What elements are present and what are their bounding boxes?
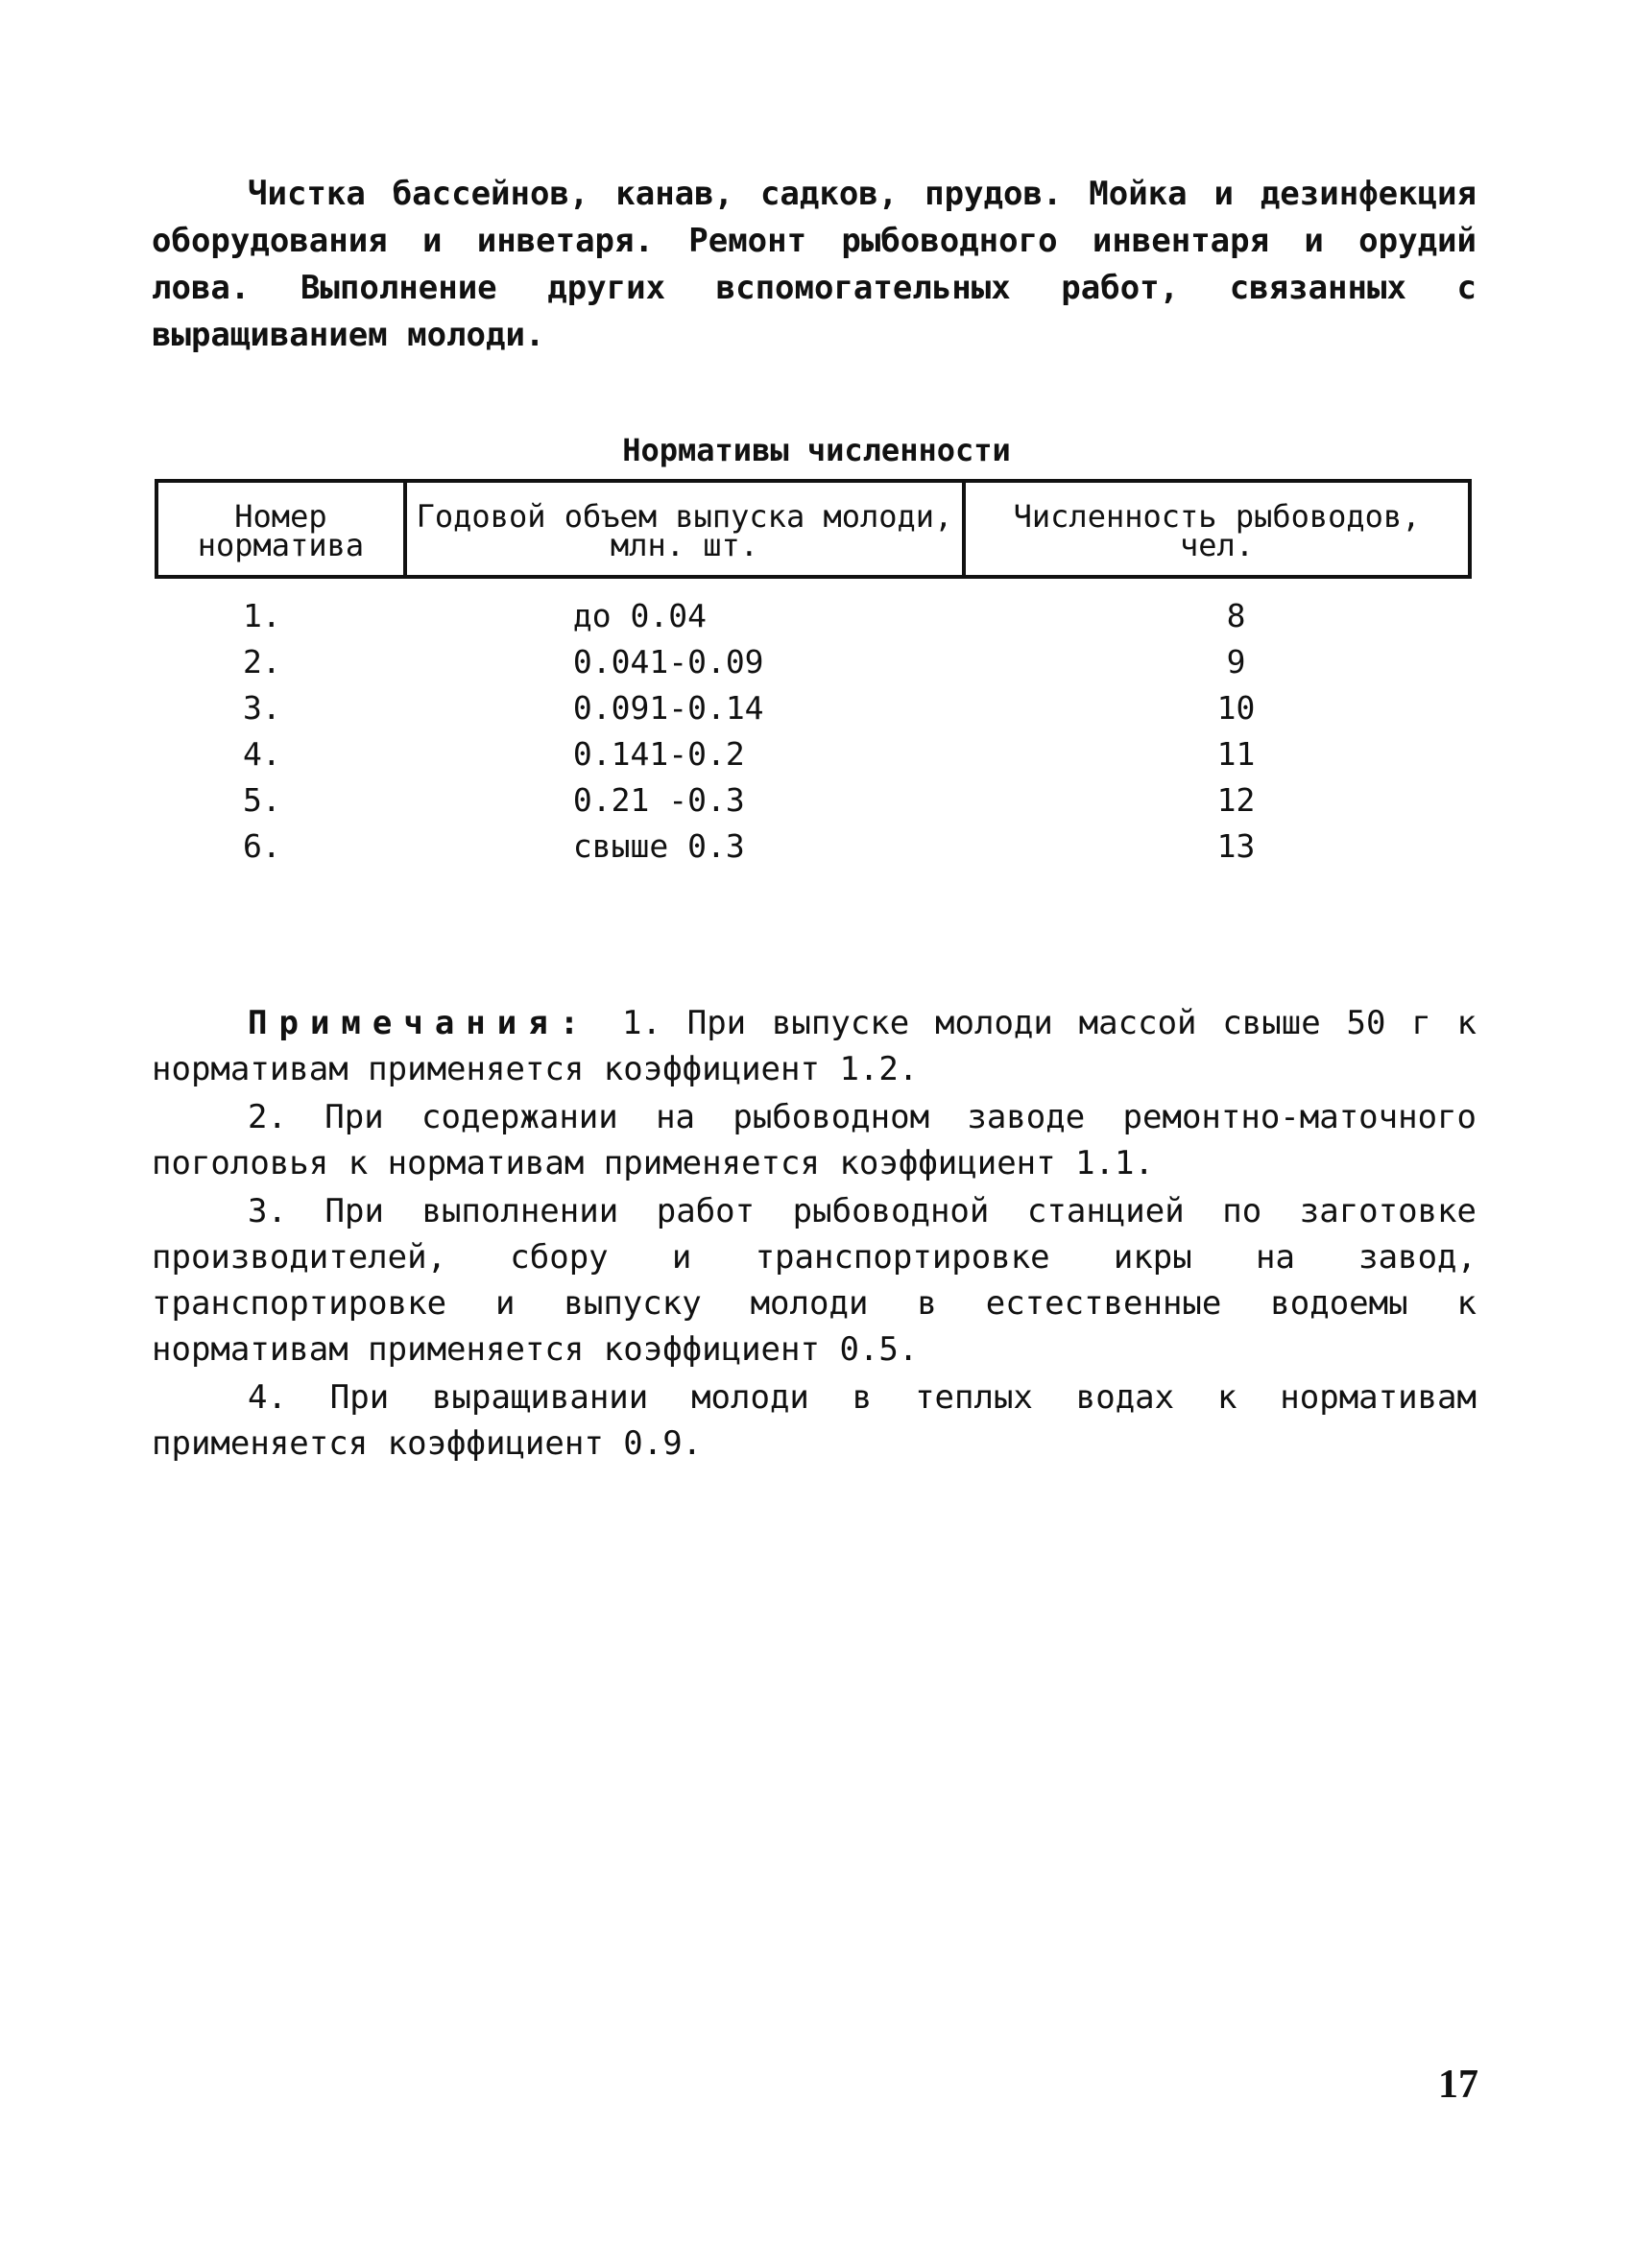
cell-volume: до 0.04 xyxy=(572,596,707,634)
table-title: Нормативы численности xyxy=(622,432,1011,468)
header-number-line1: Номер xyxy=(234,498,327,535)
note-item-3: 3. При выполнении работ рыбоводной станцией по заготовке производителей, сбору и транспортировке икры на завод, транспортировке и выпуску молоди в естественные водоемы к нормативам применяется коэффициент 0.5. xyxy=(152,1192,1477,1369)
header-volume-line2: млн. шт. xyxy=(610,527,759,563)
cell-volume: 0.041-0.09 xyxy=(572,642,764,680)
cell-volume: свыше 0.3 xyxy=(572,826,745,865)
header-staff xyxy=(964,481,1470,577)
cell-number: 3. xyxy=(243,688,281,727)
cell-volume: 0.21 -0.3 xyxy=(572,780,745,819)
cell-staff: 10 xyxy=(1216,688,1256,727)
intro-paragraph: Чистка бассейнов, канав, садков, прудов. Мойка и дезинфекция оборудования и инветаря. Ремонт рыбоводного инвентаря и орудий лова. Выполнение других вспомогательных работ, связанных с выращиванием молоди. xyxy=(152,175,1477,354)
note-item-4: 4. При выращивании молоди в теплых водах к нормативам применяется коэффициент 0.9. xyxy=(152,1378,1477,1463)
note-item-1 xyxy=(152,1000,1477,1092)
norms-table xyxy=(155,479,1472,869)
cell-volume: 0.141-0.2 xyxy=(572,734,745,773)
notes-section xyxy=(152,1000,1477,1467)
notes-heading: Примечания: xyxy=(248,1004,591,1042)
cell-number: 5. xyxy=(243,780,281,819)
table-header-row xyxy=(156,481,1470,577)
table-row xyxy=(156,638,1470,684)
note-text-1: 1. При выпуске молоди массой свыше 50 г к нормативам применяется коэффициент 1.2. xyxy=(152,1004,1477,1088)
header-staff-line2: чел. xyxy=(1180,527,1255,563)
cell-staff: 13 xyxy=(1216,826,1256,865)
cell-number: 6. xyxy=(243,826,281,865)
header-staff-line1: Численность рыбоводов, xyxy=(1013,498,1421,535)
table-row xyxy=(156,776,1470,823)
cell-number: 1. xyxy=(243,596,281,634)
header-number-line2: норматива xyxy=(197,527,365,563)
page-number: 17 xyxy=(1438,2063,1478,2107)
header-volume xyxy=(405,481,964,577)
cell-volume: 0.091-0.14 xyxy=(572,688,764,727)
cell-number: 4. xyxy=(243,734,281,773)
note-item-2: 2. При содержании на рыбоводном заводе ремонтно-маточного поголовья к нормативам применяется коэффициент 1.1. xyxy=(152,1098,1477,1182)
cell-staff: 11 xyxy=(1216,734,1256,773)
table-row xyxy=(156,823,1470,869)
cell-staff: 12 xyxy=(1216,780,1256,819)
table-row xyxy=(156,730,1470,776)
cell-number: 2. xyxy=(243,642,281,680)
cell-staff: 9 xyxy=(1226,642,1246,680)
header-volume-line1: Годовой объем выпуска молоди, xyxy=(416,498,953,535)
table-row xyxy=(156,577,1470,638)
table-row xyxy=(156,684,1470,730)
cell-staff: 8 xyxy=(1226,596,1246,634)
header-number xyxy=(156,481,405,577)
